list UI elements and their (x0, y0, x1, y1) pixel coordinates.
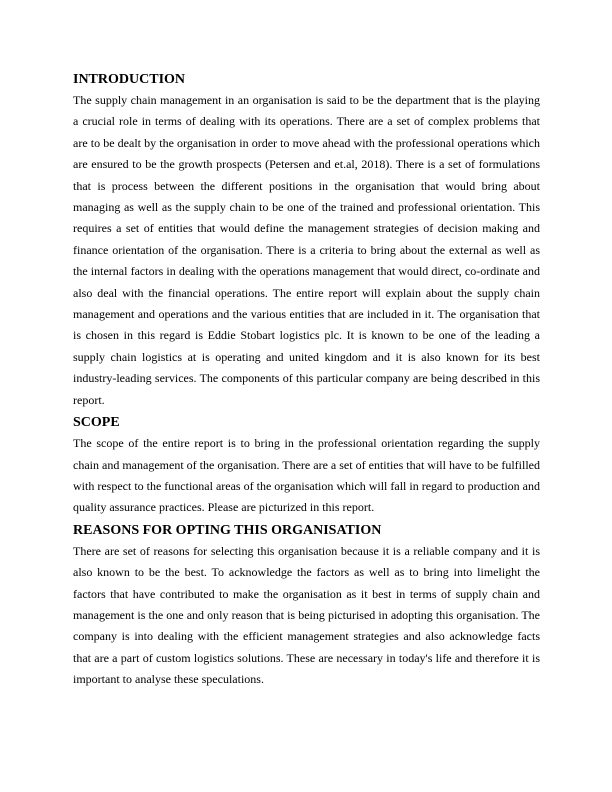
document-page (73, 70, 540, 691)
section-body-introduction: The supply chain management in an organisation is said to be the department that is the playing a crucial role in terms of dealing with its operations. There are a set of complex problems that are to be dealt by the organisation in order to move ahead with the professional operations which are ensured to be the growth prospects (Petersen and et.al, 2018). There is a set of formulations that is process between the different positions in the organisation that would bring about managing as well as the supply chain to be one of the trained and professional orientation. This requires a set of entities that would define the management strategies of decision making and finance orientation of the organisation. There is a criteria to bring about the external as well as the internal factors in dealing with the operations management that would direct, co-ordinate and also deal with the financial operations. The entire report will explain about the supply chain management and operations and the various entities that are included in it. The organisation that is chosen in this regard is Eddie Stobart logistics plc. It is known to be one of the leading a supply chain logistics at is operating and united kingdom and it is also known for its best industry-leading services. The components of this particular company are being described in this report. (73, 93, 540, 407)
section-body-scope: The scope of the entire report is to bring in the professional orientation regarding the supply chain and management of the organisation. There are a set of entities that will have to be fulfilled with respect to the functional areas of the organisation which will fall in regard to production and quality assurance practices. Please are picturized in this report. (73, 436, 540, 515)
section-heading-scope: SCOPE (73, 415, 120, 431)
section-heading-introduction: INTRODUCTION (73, 72, 186, 87)
section-heading-reasons: REASONS FOR OPTING THIS ORGANISATION (73, 522, 382, 538)
section-body-reasons: There are set of reasons for selecting this organisation because it is a reliable company and it is also known to be the best. To acknowledge the factors as well as to bring into limelight the factors that have contributed to make the organisation as it best in terms of supply chain and management is the one and only reason that is being picturised in adopting this organisation. The company is into dealing with the efficient management strategies and also acknowledge facts that are a part of custom logistics solutions. These are necessary in today's life and therefore it is important to analyse these speculations. (73, 543, 540, 687)
